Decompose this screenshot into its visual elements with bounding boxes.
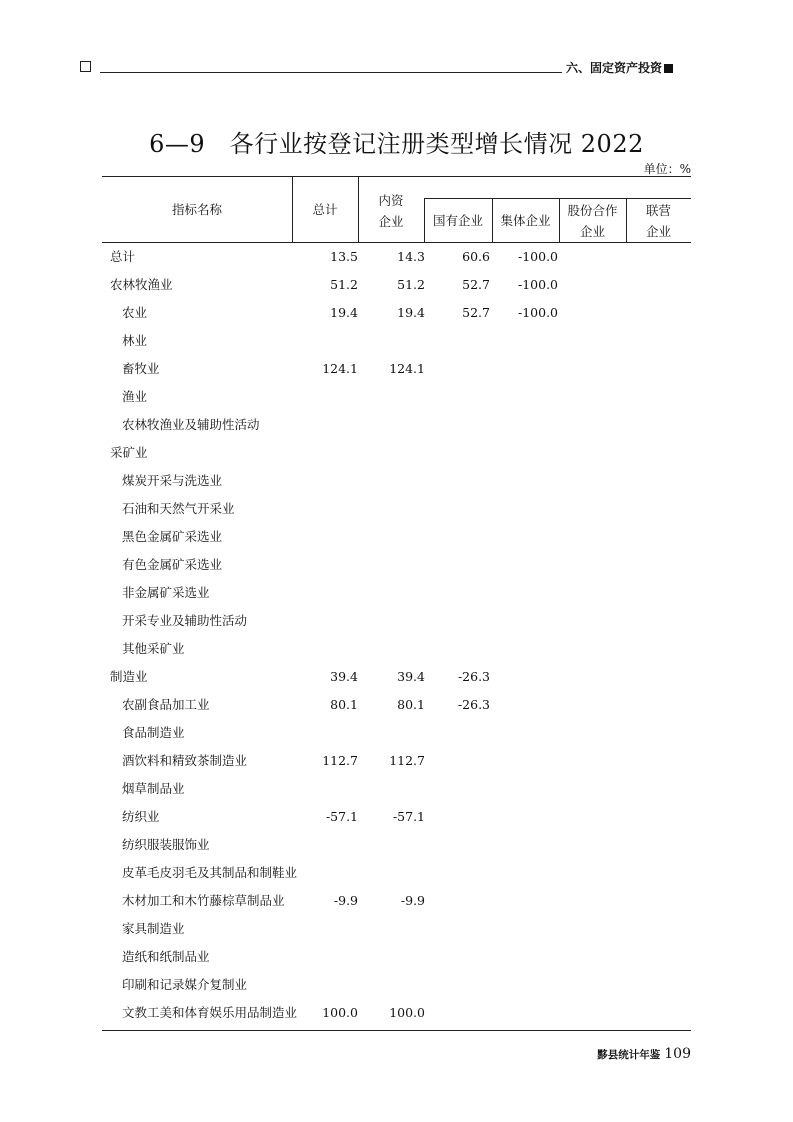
row-label: 印刷和记录媒介复制业 — [122, 977, 248, 992]
cell-state: 52.7 — [462, 305, 490, 320]
square-marker-icon — [80, 61, 91, 72]
table-row — [102, 641, 691, 669]
chapter-header — [566, 59, 673, 76]
cell-total: 39.4 — [330, 669, 358, 684]
row-label: 农林牧渔业 — [110, 277, 173, 292]
table-header-bottom-rule — [102, 242, 691, 243]
row-label: 畜牧业 — [122, 361, 160, 376]
table-top-rule — [102, 176, 691, 177]
cell-collective: -100.0 — [517, 305, 558, 320]
header-shareholding-line2: 企业 — [579, 224, 605, 239]
table-row — [102, 781, 691, 809]
cell-total: 112.7 — [322, 753, 358, 768]
table-row — [102, 277, 691, 305]
table-row — [102, 305, 691, 333]
table-row — [102, 809, 691, 837]
cell-domestic: 51.2 — [397, 277, 425, 292]
table-row — [102, 333, 691, 361]
row-label: 家具制造业 — [122, 921, 185, 936]
footer-source: 黟县统计年鉴 — [597, 1049, 661, 1061]
row-label: 渔业 — [122, 389, 148, 404]
header-joint-line1: 联营 — [645, 203, 671, 218]
row-label: 煤炭开采与洗选业 — [122, 473, 223, 488]
header-joint-line2: 企业 — [645, 224, 671, 239]
cell-state: -26.3 — [457, 697, 490, 712]
table-row — [102, 697, 691, 725]
header-shareholding — [559, 200, 626, 242]
table-row — [102, 865, 691, 893]
table-row — [102, 389, 691, 417]
row-label: 非金属矿采选业 — [122, 585, 210, 600]
page-title: 6—9 各行业按登记注册类型增长情况 2022 — [149, 130, 644, 158]
table-row — [102, 921, 691, 949]
header-rule — [100, 72, 562, 73]
cell-domestic: 80.1 — [397, 697, 425, 712]
header-total: 总计 — [312, 202, 338, 217]
row-label: 纺织服装服饰业 — [122, 837, 210, 852]
filled-square-icon — [664, 64, 673, 73]
row-label: 农副食品加工业 — [122, 697, 210, 712]
cell-domestic: -57.1 — [392, 809, 425, 824]
cell-total: -9.9 — [333, 893, 358, 908]
cell-domestic: 14.3 — [397, 249, 425, 264]
row-label: 开采专业及辅助性活动 — [122, 613, 248, 628]
table-row — [102, 977, 691, 1005]
row-label: 酒饮料和精致茶制造业 — [122, 753, 248, 768]
table-row — [102, 585, 691, 613]
row-label: 皮革毛皮羽毛及其制品和制鞋业 — [122, 865, 298, 880]
header-state: 国有企业 — [432, 213, 483, 228]
table-row — [102, 249, 691, 277]
table-row — [102, 529, 691, 557]
cell-domestic: 124.1 — [389, 361, 425, 376]
table-row — [102, 613, 691, 641]
table-row — [102, 473, 691, 501]
cell-state: 52.7 — [462, 277, 490, 292]
row-label: 总计 — [110, 249, 136, 264]
row-label: 黑色金属矿采选业 — [122, 529, 223, 544]
header-collective: 集体企业 — [500, 213, 551, 228]
row-label: 木材加工和木竹藤棕草制品业 — [122, 893, 285, 908]
unit-label: 单位：% — [643, 162, 691, 176]
header-domestic-line2: 企业 — [378, 214, 404, 229]
subheader-rule — [424, 198, 691, 199]
row-label: 制造业 — [110, 669, 148, 684]
cell-total: 13.5 — [330, 249, 358, 264]
row-label: 有色金属矿采选业 — [122, 557, 223, 572]
row-label: 林业 — [122, 333, 148, 348]
cell-domestic: 112.7 — [389, 753, 425, 768]
header-joint — [626, 200, 691, 242]
row-label: 烟草制品业 — [122, 781, 185, 796]
row-label: 采矿业 — [110, 445, 148, 460]
cell-domestic: 100.0 — [389, 1005, 425, 1020]
cell-total: 19.4 — [330, 305, 358, 320]
page-number: 109 — [664, 1046, 691, 1062]
header-domestic — [358, 190, 424, 232]
table-row — [102, 837, 691, 865]
cell-state: -26.3 — [457, 669, 490, 684]
cell-collective: -100.0 — [517, 277, 558, 292]
header-shareholding-line1: 股份合作 — [567, 203, 618, 218]
row-label: 石油和天然气开采业 — [122, 501, 235, 516]
table-row — [102, 361, 691, 389]
header-domestic-line1: 内资 — [378, 193, 404, 208]
row-label: 造纸和纸制品业 — [122, 949, 210, 964]
cell-total: 80.1 — [330, 697, 358, 712]
row-label: 食品制造业 — [122, 725, 185, 740]
row-label: 农业 — [122, 305, 148, 320]
table-row — [102, 893, 691, 921]
table-row — [102, 949, 691, 977]
header-name: 指标名称 — [171, 202, 222, 217]
cell-total: 100.0 — [322, 1005, 358, 1020]
cell-total: 51.2 — [330, 277, 358, 292]
cell-collective: -100.0 — [517, 249, 558, 264]
row-label: 文教工美和体育娱乐用品制造业 — [122, 1005, 298, 1020]
table-row — [102, 669, 691, 697]
cell-total: -57.1 — [325, 809, 358, 824]
cell-total: 124.1 — [322, 361, 358, 376]
page-footer — [597, 1043, 691, 1062]
cell-domestic: -9.9 — [400, 893, 425, 908]
table-row — [102, 445, 691, 473]
table-row — [102, 753, 691, 781]
cell-state: 60.6 — [462, 249, 490, 264]
row-label: 农林牧渔业及辅助性活动 — [122, 417, 260, 432]
table-row — [102, 501, 691, 529]
row-label: 纺织业 — [122, 809, 160, 824]
table-row — [102, 557, 691, 585]
row-label: 其他采矿业 — [122, 641, 185, 656]
table-row — [102, 417, 691, 445]
table-row — [102, 725, 691, 753]
table-row — [102, 1005, 691, 1033]
chapter-label: 六、固定资产投资 — [566, 61, 663, 75]
cell-domestic: 39.4 — [397, 669, 425, 684]
cell-domestic: 19.4 — [397, 305, 425, 320]
